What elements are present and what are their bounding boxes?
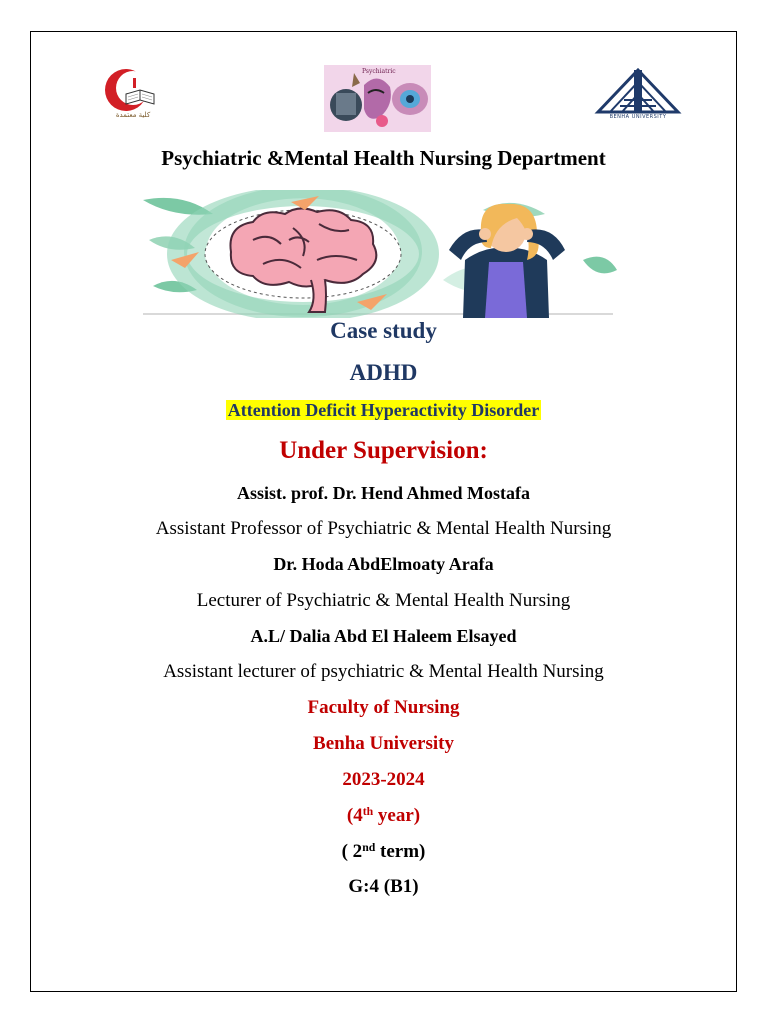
pyramid-icon [594, 66, 682, 116]
supervisor-1-name: Assist. prof. Dr. Hend Ahmed Mostafa [236, 483, 531, 503]
faculty-logo [100, 64, 166, 126]
supervisor-1-title: Assistant Professor of Psychiatric & Mental Health Nursing [155, 518, 612, 539]
topic-acronym: ADHD [349, 360, 418, 385]
supervision-heading: Under Supervision: [279, 437, 488, 464]
case-study-title: Case study [330, 318, 437, 343]
supervisor-2-title: Lecturer of Psychiatric & Mental Health Nursing [196, 590, 571, 611]
year-level-rest: year) [373, 805, 421, 826]
department-logo [324, 65, 431, 132]
year-level [30, 805, 737, 827]
supervisor-2-name: Dr. Hoda AbdElmoaty Arafa [273, 554, 494, 574]
supervisor-3-name: A.L/ Dalia Abd El Haleem Elsayed [250, 626, 517, 646]
university-name: Benha University [313, 733, 454, 754]
collage-icon [324, 65, 431, 132]
academic-year: 2023-2024 [342, 769, 425, 790]
department-heading: Psychiatric &Mental Health Nursing Department [161, 146, 606, 170]
faculty-logo-caption: كلية معتمدة [115, 111, 151, 119]
group-code: G:4 (B1) [348, 876, 419, 897]
year-level-open: (4 [346, 805, 363, 826]
supervisor-3-title: Assistant lecturer of psychiatric & Mental Health Nursing [163, 661, 604, 682]
topic-full-name-text: Attention Deficit Hyperactivity Disorder [227, 400, 540, 420]
banner-illustration [113, 190, 633, 318]
brain-illustration [113, 190, 633, 318]
faculty-name: Faculty of Nursing [307, 697, 460, 718]
term [30, 841, 737, 863]
university-logo-caption: BENHA UNIVERSITY [609, 114, 667, 120]
term-rest: term) [375, 841, 426, 862]
topic-full-name [30, 400, 737, 421]
term-open: ( 2 [341, 841, 363, 862]
university-logo [594, 66, 682, 122]
year-level-sup: th [362, 805, 374, 819]
department-logo-caption: Psychiatric [362, 68, 396, 75]
term-sup: nd [362, 841, 376, 855]
